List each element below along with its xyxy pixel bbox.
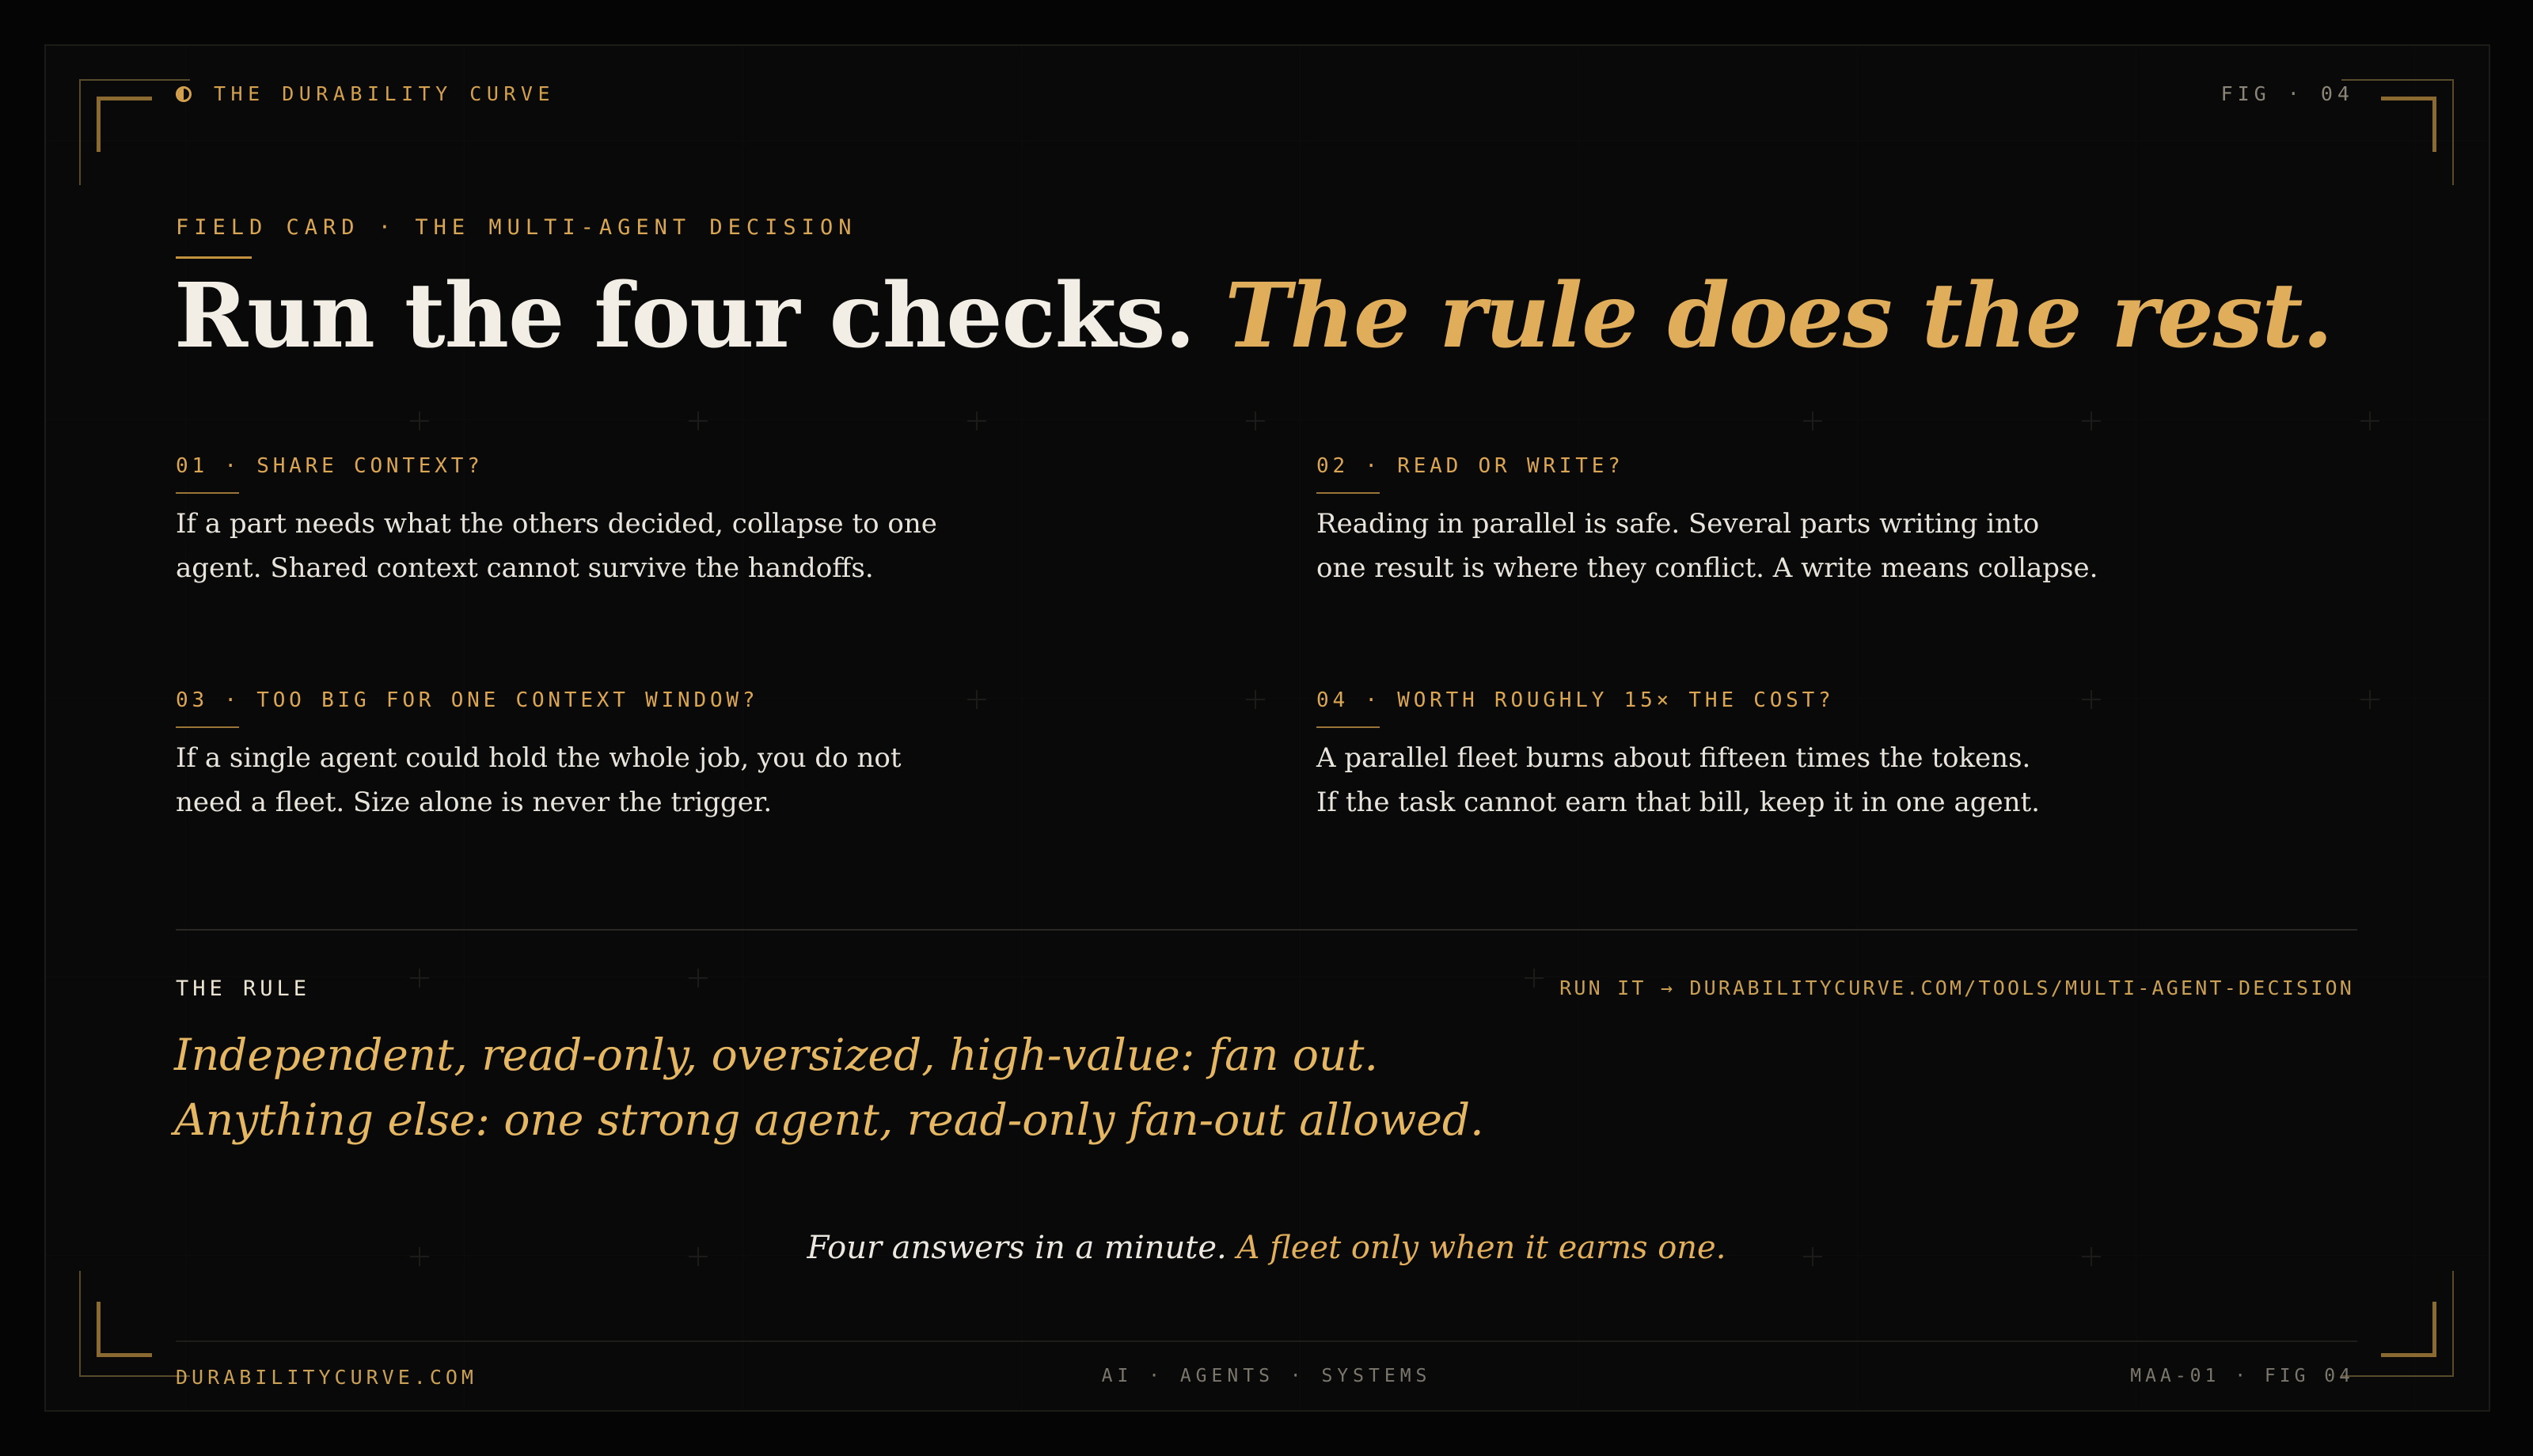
grid-cross xyxy=(1525,969,1544,988)
check-body: If a part needs what the others decided, collapse to one agent. Shared context cannot survive the handoffs. xyxy=(176,508,937,584)
footer-divider xyxy=(176,1340,2357,1342)
grid-cross xyxy=(1803,411,1822,430)
check-underline xyxy=(176,492,239,494)
footer-topics: AI · AGENTS · SYSTEMS xyxy=(1101,1366,1432,1386)
footer-code: MAA-01 · FIG 04 xyxy=(2130,1366,2354,1386)
tagline xyxy=(0,1230,2533,1266)
page-title xyxy=(174,261,2332,372)
grid-cross xyxy=(1246,690,1265,709)
half-circle-icon xyxy=(176,86,192,102)
title-accent: The rule does the rest. xyxy=(1225,264,2333,368)
tagline-accent: A fleet only when it earns one. xyxy=(1236,1230,1726,1266)
grid-cross xyxy=(689,969,708,988)
corner-bracket-bottom-right xyxy=(2338,1263,2457,1382)
grid-cross xyxy=(2360,690,2379,709)
check-body: If a single agent could hold the whole job, you do not need a fleet. Size alone is never the trigger. xyxy=(176,742,902,818)
check-card-4 xyxy=(1316,688,2345,825)
check-title: 02 · READ OR WRITE? xyxy=(1316,454,1624,478)
corner-bracket-bottom-left xyxy=(76,1263,195,1382)
brand-name: THE DURABILITY CURVE xyxy=(214,82,556,105)
title-plain: Run the four checks. xyxy=(174,264,1195,368)
grid-cross xyxy=(967,411,986,430)
check-underline xyxy=(1316,726,1380,728)
check-card-1 xyxy=(176,454,1205,590)
footer-site[interactable]: DURABILITYCURVE.COM xyxy=(176,1366,477,1389)
grid-cross xyxy=(410,411,429,430)
eyebrow-label: FIELD CARD · THE MULTI-AGENT DECISION xyxy=(176,215,857,240)
eyebrow-underline xyxy=(176,256,252,259)
grid-cross xyxy=(1246,411,1265,430)
grid-cross xyxy=(410,969,429,988)
grid-cross xyxy=(689,411,708,430)
check-underline xyxy=(176,726,239,728)
check-title: 01 · SHARE CONTEXT? xyxy=(176,454,484,478)
section-divider xyxy=(176,929,2357,931)
rule-statement: Independent, read-only, oversized, high-value: fan out. Anything else: one strong agent, read-only fan-out allowed. xyxy=(174,1029,1484,1145)
grid-cross xyxy=(2082,411,2101,430)
corner-bracket-top-right xyxy=(2338,76,2457,195)
figure-number: FIG · 04 xyxy=(2220,82,2354,105)
run-it-link[interactable]: RUN IT → DURABILITYCURVE.COM/TOOLS/MULTI-AGENT-DECISION xyxy=(1559,976,2354,999)
check-body: Reading in parallel is safe. Several parts writing into one result is where they conflict. A write means collapse. xyxy=(1316,508,2098,584)
tagline-plain: Four answers in a minute. xyxy=(807,1230,1227,1266)
check-title: 04 · WORTH ROUGHLY 15× THE COST? xyxy=(1316,688,1835,712)
brand-header xyxy=(176,82,555,105)
check-underline xyxy=(1316,492,1380,494)
check-title: 03 · TOO BIG FOR ONE CONTEXT WINDOW? xyxy=(176,688,759,712)
grid-cross xyxy=(2360,411,2379,430)
check-card-2 xyxy=(1316,454,2345,590)
check-body: A parallel fleet burns about fifteen times the tokens. If the task cannot earn that bill, keep it in one agent. xyxy=(1316,742,2040,818)
check-card-3 xyxy=(176,688,1205,825)
rule-label: THE RULE xyxy=(176,976,311,1001)
